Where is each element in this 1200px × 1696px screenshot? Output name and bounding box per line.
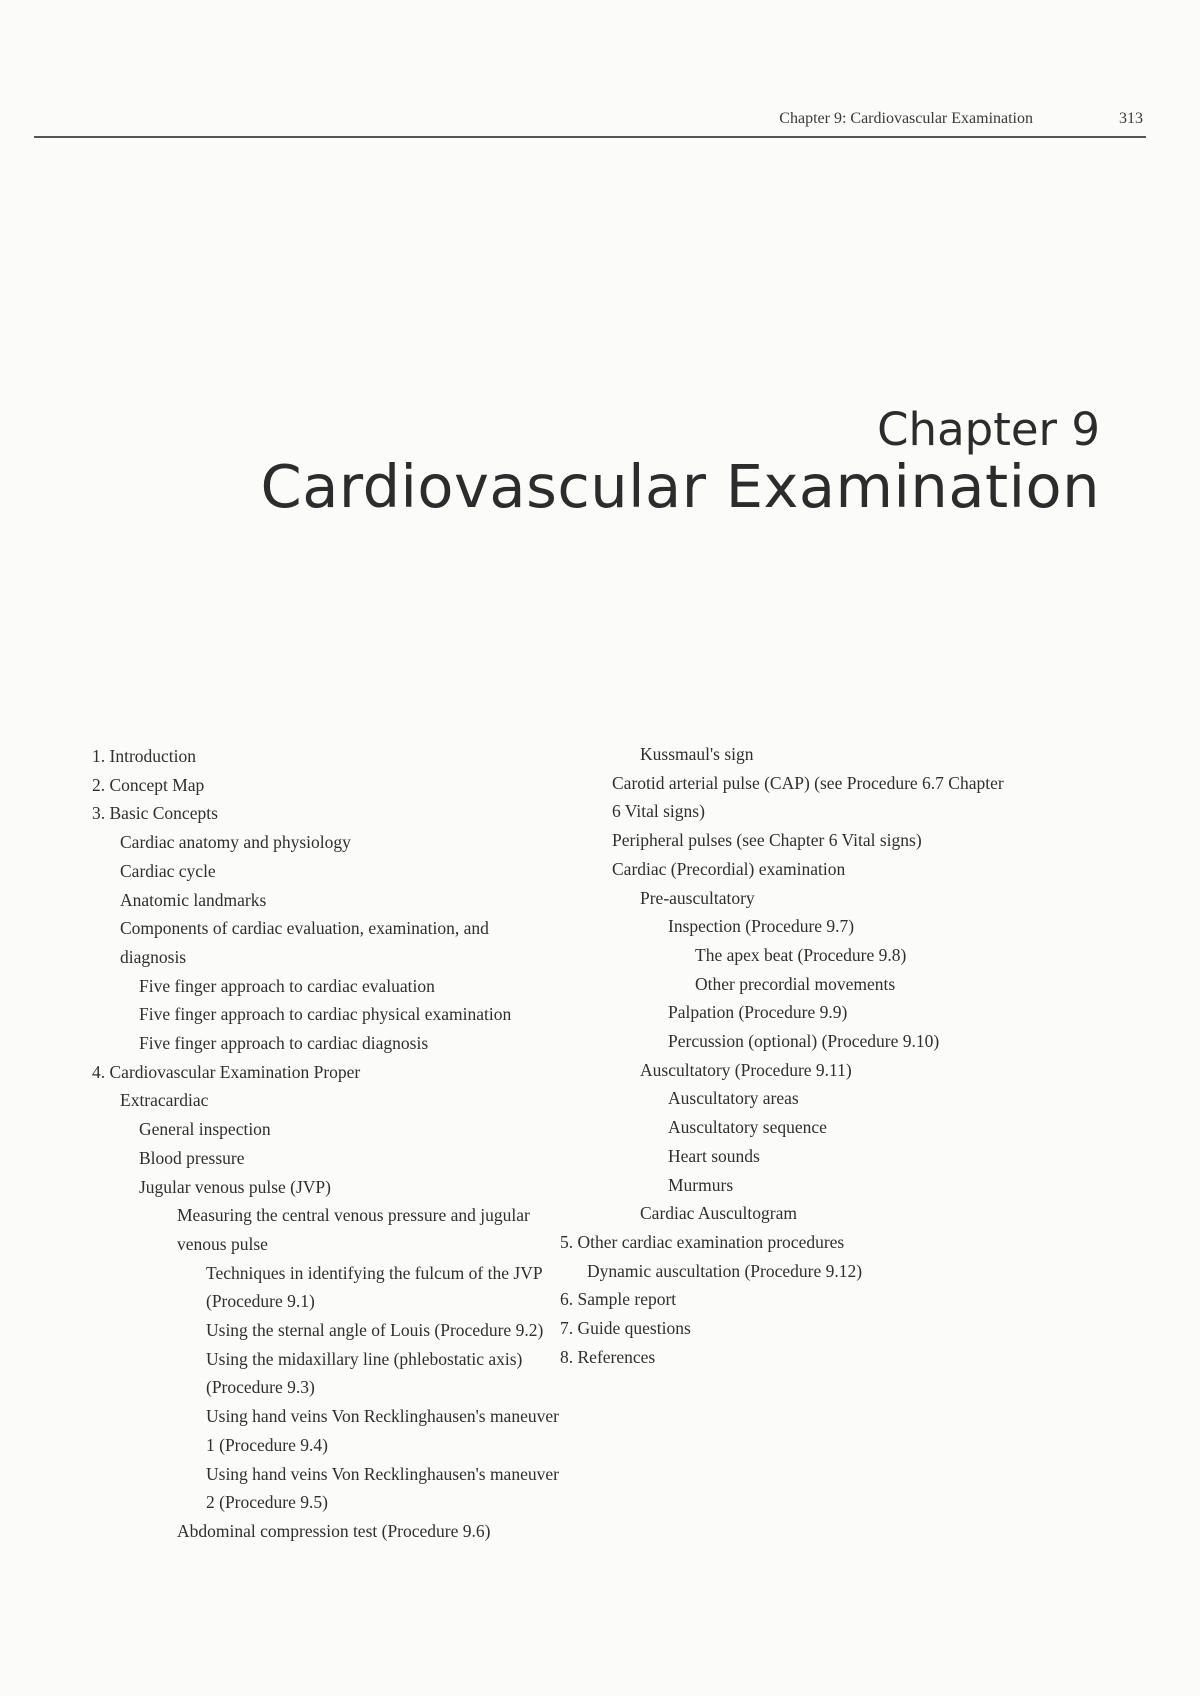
- toc-entry: (Procedure 9.3): [206, 1377, 315, 1398]
- toc-entry: Auscultatory sequence: [668, 1117, 827, 1138]
- chapter-heading: [261, 405, 1101, 519]
- header-rule: [34, 136, 1146, 138]
- toc-entry: Kussmaul's sign: [640, 744, 754, 764]
- toc-entry: Five finger approach to cardiac diagnosis: [139, 1033, 429, 1054]
- page-number: 313: [1119, 110, 1143, 127]
- toc-entry: 2. Concept Map: [92, 774, 205, 795]
- toc-entry: Blood pressure: [139, 1147, 245, 1168]
- toc-entry: Inspection (Procedure 9.7): [668, 916, 855, 937]
- toc-entry: Using hand veins Von Recklinghausen's maneuver: [206, 1406, 559, 1427]
- toc-entry: Heart sounds: [668, 1145, 760, 1166]
- toc-entry: Abdominal compression test (Procedure 9.6): [177, 1520, 491, 1541]
- toc-entry: Percussion (optional) (Procedure 9.10): [668, 1031, 940, 1052]
- toc-entry: Five finger approach to cardiac physical examination: [139, 1004, 512, 1025]
- toc-entry: 3. Basic Concepts: [92, 803, 218, 824]
- toc-entry: Anatomic landmarks: [120, 889, 267, 910]
- toc-entry: 8. References: [560, 1346, 656, 1367]
- toc-entry: Using hand veins Von Recklinghausen's maneuver: [206, 1463, 559, 1484]
- toc-entry: Peripheral pulses (see Chapter 6 Vital signs): [612, 830, 922, 851]
- toc-entry: Measuring the central venous pressure and jugular: [177, 1205, 530, 1226]
- toc-entry: 2 (Procedure 9.5): [206, 1492, 328, 1513]
- toc-entry: Extracardiac: [120, 1090, 209, 1111]
- toc-entry: Murmurs: [668, 1174, 734, 1195]
- toc-entry: Auscultatory (Procedure 9.11): [640, 1059, 852, 1080]
- toc-entry: Techniques in identifying the fulcum of the JVP: [206, 1262, 543, 1283]
- toc-entry: Palpation (Procedure 9.9): [668, 1002, 848, 1023]
- toc-entry: Other precordial movements: [695, 973, 896, 994]
- toc-entry: Carotid arterial pulse (CAP) (see Procedure 6.7 Chapter: [612, 772, 1004, 793]
- toc-entry: Cardiac (Precordial) examination: [612, 858, 846, 879]
- toc-entry: 6 Vital signs): [612, 801, 705, 822]
- toc-entry: 5. Other cardiac examination procedures: [560, 1231, 845, 1252]
- toc-entry: Cardiac cycle: [120, 860, 216, 881]
- toc-entry: Using the sternal angle of Louis (Procedure 9.2): [206, 1320, 544, 1341]
- toc-entry: The apex beat (Procedure 9.8): [695, 944, 907, 965]
- toc-entry: 4. Cardiovascular Examination Proper: [92, 1061, 361, 1082]
- chapter-label: Chapter 9: [877, 403, 1100, 456]
- toc-entry: Dynamic auscultation (Procedure 9.12): [587, 1260, 863, 1281]
- toc-entry: Components of cardiac evaluation, examination, and: [120, 918, 489, 939]
- toc-entry: Auscultatory areas: [668, 1088, 799, 1109]
- toc-right-column: [560, 740, 1112, 1371]
- toc-entry: Five finger approach to cardiac evaluation: [139, 975, 435, 996]
- toc-entry: venous pulse: [177, 1233, 268, 1254]
- toc-entry: Pre-auscultatory: [640, 887, 755, 908]
- toc-entry: Using the midaxillary line (phlebostatic axis): [206, 1348, 523, 1369]
- toc-entry: General inspection: [139, 1119, 271, 1140]
- toc-entry: 7. Guide questions: [560, 1318, 691, 1339]
- toc-entry: Cardiac Auscultogram: [640, 1203, 797, 1224]
- toc-entry: 1 (Procedure 9.4): [206, 1434, 328, 1455]
- toc-entry: diagnosis: [120, 946, 187, 967]
- chapter-title: Cardiovascular Examination: [260, 452, 1100, 521]
- toc-entry: Jugular venous pulse (JVP): [139, 1176, 331, 1197]
- toc-entry: 1. Introduction: [92, 746, 197, 766]
- toc-entry: 6. Sample report: [560, 1289, 677, 1310]
- running-header-title: Chapter 9: Cardiovascular Examination: [779, 110, 1033, 127]
- toc-entry: Cardiac anatomy and physiology: [120, 832, 351, 853]
- toc-left-column: [92, 742, 602, 1546]
- toc-entry: (Procedure 9.1): [206, 1291, 315, 1312]
